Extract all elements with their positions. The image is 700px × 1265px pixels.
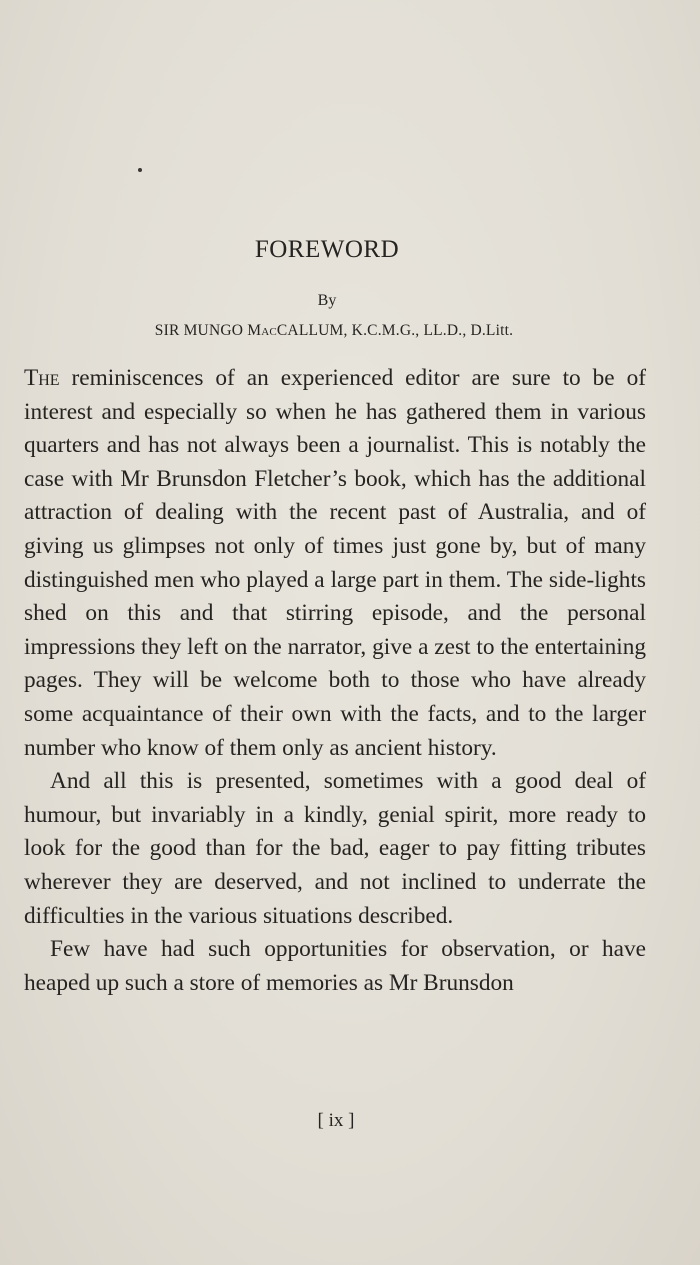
paragraph-1 <box>24 362 646 765</box>
paragraph-2: And all this is presented, sometimes with a good deal of humour, but invariably in a kindly, genial spirit, more ready to look for the good than for the bad, eager to pay fitting tributes wherever they are deserved, and not inclined to underrate the difficulties in the various situations described. <box>24 768 646 929</box>
foreword-body <box>24 362 646 1000</box>
paragraph-1-lead: The <box>24 365 60 391</box>
author-line <box>0 322 668 340</box>
byline-by: By <box>317 292 337 309</box>
paragraph-3: Few have had such opportunities for observation, or have heaped up such a store of memories as Mr Brunsdon <box>24 936 646 996</box>
author-surname: MacCALLUM <box>247 322 344 339</box>
author-name: SIR MUNGO <box>154 322 248 339</box>
page-number: [ ix ] <box>317 1110 355 1131</box>
paragraph-1-text: reminiscences of an experienced editor are sure to be of interest and especially so when he has gathered them in various quarters and has not always been a journalist. This is notably the case with Mr Brunsdon Fletcher’s book, which has the additional attraction of dealing with the recent past of Australia, and of giving us glimpses not only of times just gone by, but of many distinguished men who played a large part in them. The side-lights shed on this and that stirring episode, and the personal impressions they left on the narrator, give a zest to the entertaining pages. They will be welcome both to those who have already some acquaintance of their own with the facts, and to the larger number who know of them only as ancient history. <box>24 365 646 761</box>
foreword-title: FOREWORD <box>254 236 400 263</box>
author-credentials: , K.C.M.G., LL.D., D.Litt. <box>343 322 514 339</box>
ink-speck <box>138 168 142 172</box>
